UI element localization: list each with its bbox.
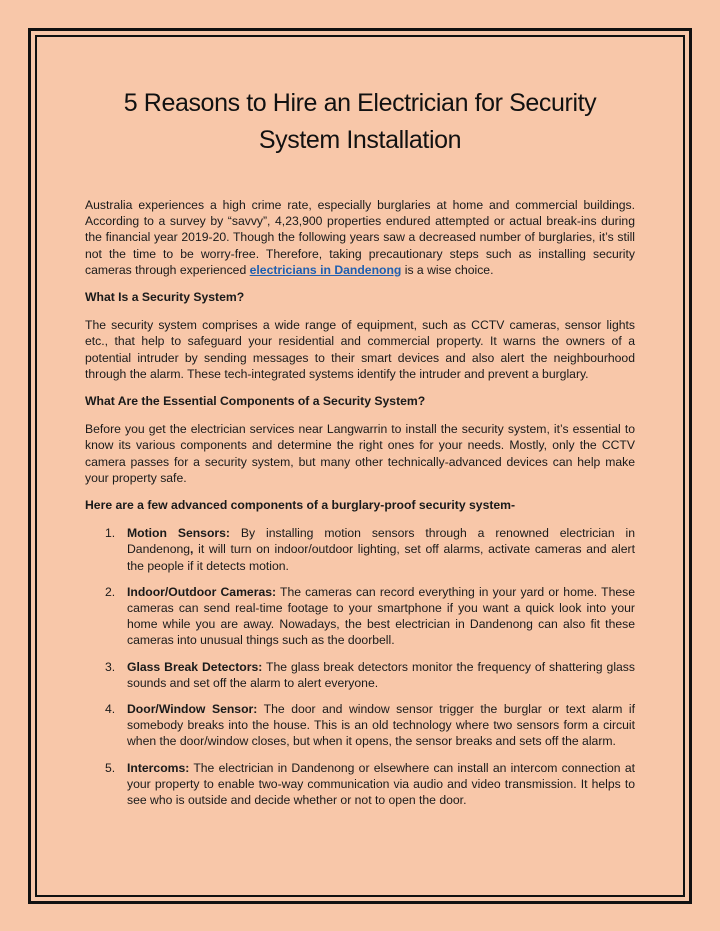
list-item-number: 4. — [105, 702, 116, 717]
list-item — [85, 584, 635, 649]
section-body-security-system: The security system comprises a wide range of equipment, such as CCTV cameras, sensor lights etc., that help to safeguard your residential and commercial property. It warns the owners of a potential intruder by sending messages to their smart devices and also alert the neighbourhood through the alarm. These tech-integrated systems identify the intruder and prevent a burglary. — [85, 318, 635, 381]
section-heading-components: What Are the Essential Components of a Security System? — [85, 394, 426, 409]
list-item — [85, 525, 635, 574]
list-item — [85, 760, 635, 809]
section-heading-security-system: What Is a Security System? — [85, 290, 245, 305]
list-item-text: The door and window sensor trigger the burglar or text alarm if somebody breaks into the house. This is an old technology where two sensors form a circuit when the door/window closes, but when it opens, the sensor breaks and sets off the alarm. — [127, 702, 636, 749]
list-item-comma: , — [190, 542, 194, 557]
list-item-number: 2. — [105, 584, 116, 599]
list-item-number: 1. — [105, 526, 116, 541]
title-line-2: System Installation — [258, 126, 462, 154]
section-body-components: Before you get the electrician services near Langwarrin to install the security system, it’s essential to know its various components and determine the right ones for your needs. Mostly, only the CCTV camera passes for a security system, but many other technically-advanced devices can help make your property safe. — [85, 422, 635, 485]
title-line-1: 5 Reasons to Hire an Electrician for Security — [123, 89, 597, 117]
list-item-text: By installing motion sensors through a renowned electrician in Dandenong — [127, 526, 635, 557]
list-item-text-cont: it will turn on indoor/outdoor lighting, set off alarms, activate cameras and alert the people if it detects motion. — [127, 542, 635, 573]
intro-paragraph — [85, 197, 635, 278]
list-item-term: Door/Window Sensor: — [127, 702, 258, 717]
list-heading: Here are a few advanced components of a burglary-proof security system- — [85, 498, 516, 513]
page-title — [85, 85, 635, 159]
list-item-text: The cameras can record everything in your yard or home. These cameras can send real-time footage to your smartphone if you want a quick look into your home while you are away. Nowadays, the best electrician in Dandenong can also fit these cameras into unusual things such as the doorbell. — [127, 584, 635, 648]
list-item-term: Glass Break Detectors: — [127, 659, 263, 674]
list-item-text: The electrician in Dandenong or elsewhere can install an intercom connection at your property to enable two-way communication via audio and video transmission. It helps to see who is outside and decide whether or not to open the door. — [127, 760, 635, 808]
list-item — [85, 701, 635, 750]
list-item — [85, 659, 635, 691]
list-item-term: Motion Sensors: — [127, 526, 230, 541]
list-item-term: Indoor/Outdoor Cameras: — [127, 584, 277, 599]
list-item-term: Intercoms: — [127, 760, 190, 775]
list-item-text: The glass break detectors monitor the frequency of shattering glass sounds and set off the alarm to alert everyone. — [127, 659, 635, 690]
intro-text-after: is a wise choice. — [401, 262, 494, 277]
document-body — [85, 85, 635, 818]
list-item-number: 3. — [105, 659, 116, 674]
electricians-dandenong-link[interactable]: electricians in Dandenong — [249, 262, 402, 277]
list-item-number: 5. — [105, 760, 116, 775]
components-list — [85, 525, 635, 808]
intro-text-before: Australia experiences a high crime rate, especially burglaries at home and commercial buildings. According to a survey by “savvy”, 4,23,900 properties endured attempted or actual break-ins during the financial year 2019-20. Though the following years saw a decreased number of burglaries, it’s still not the time to be worry-free. Therefore, taking precautionary steps such as installing security cameras through experienced — [85, 198, 635, 277]
